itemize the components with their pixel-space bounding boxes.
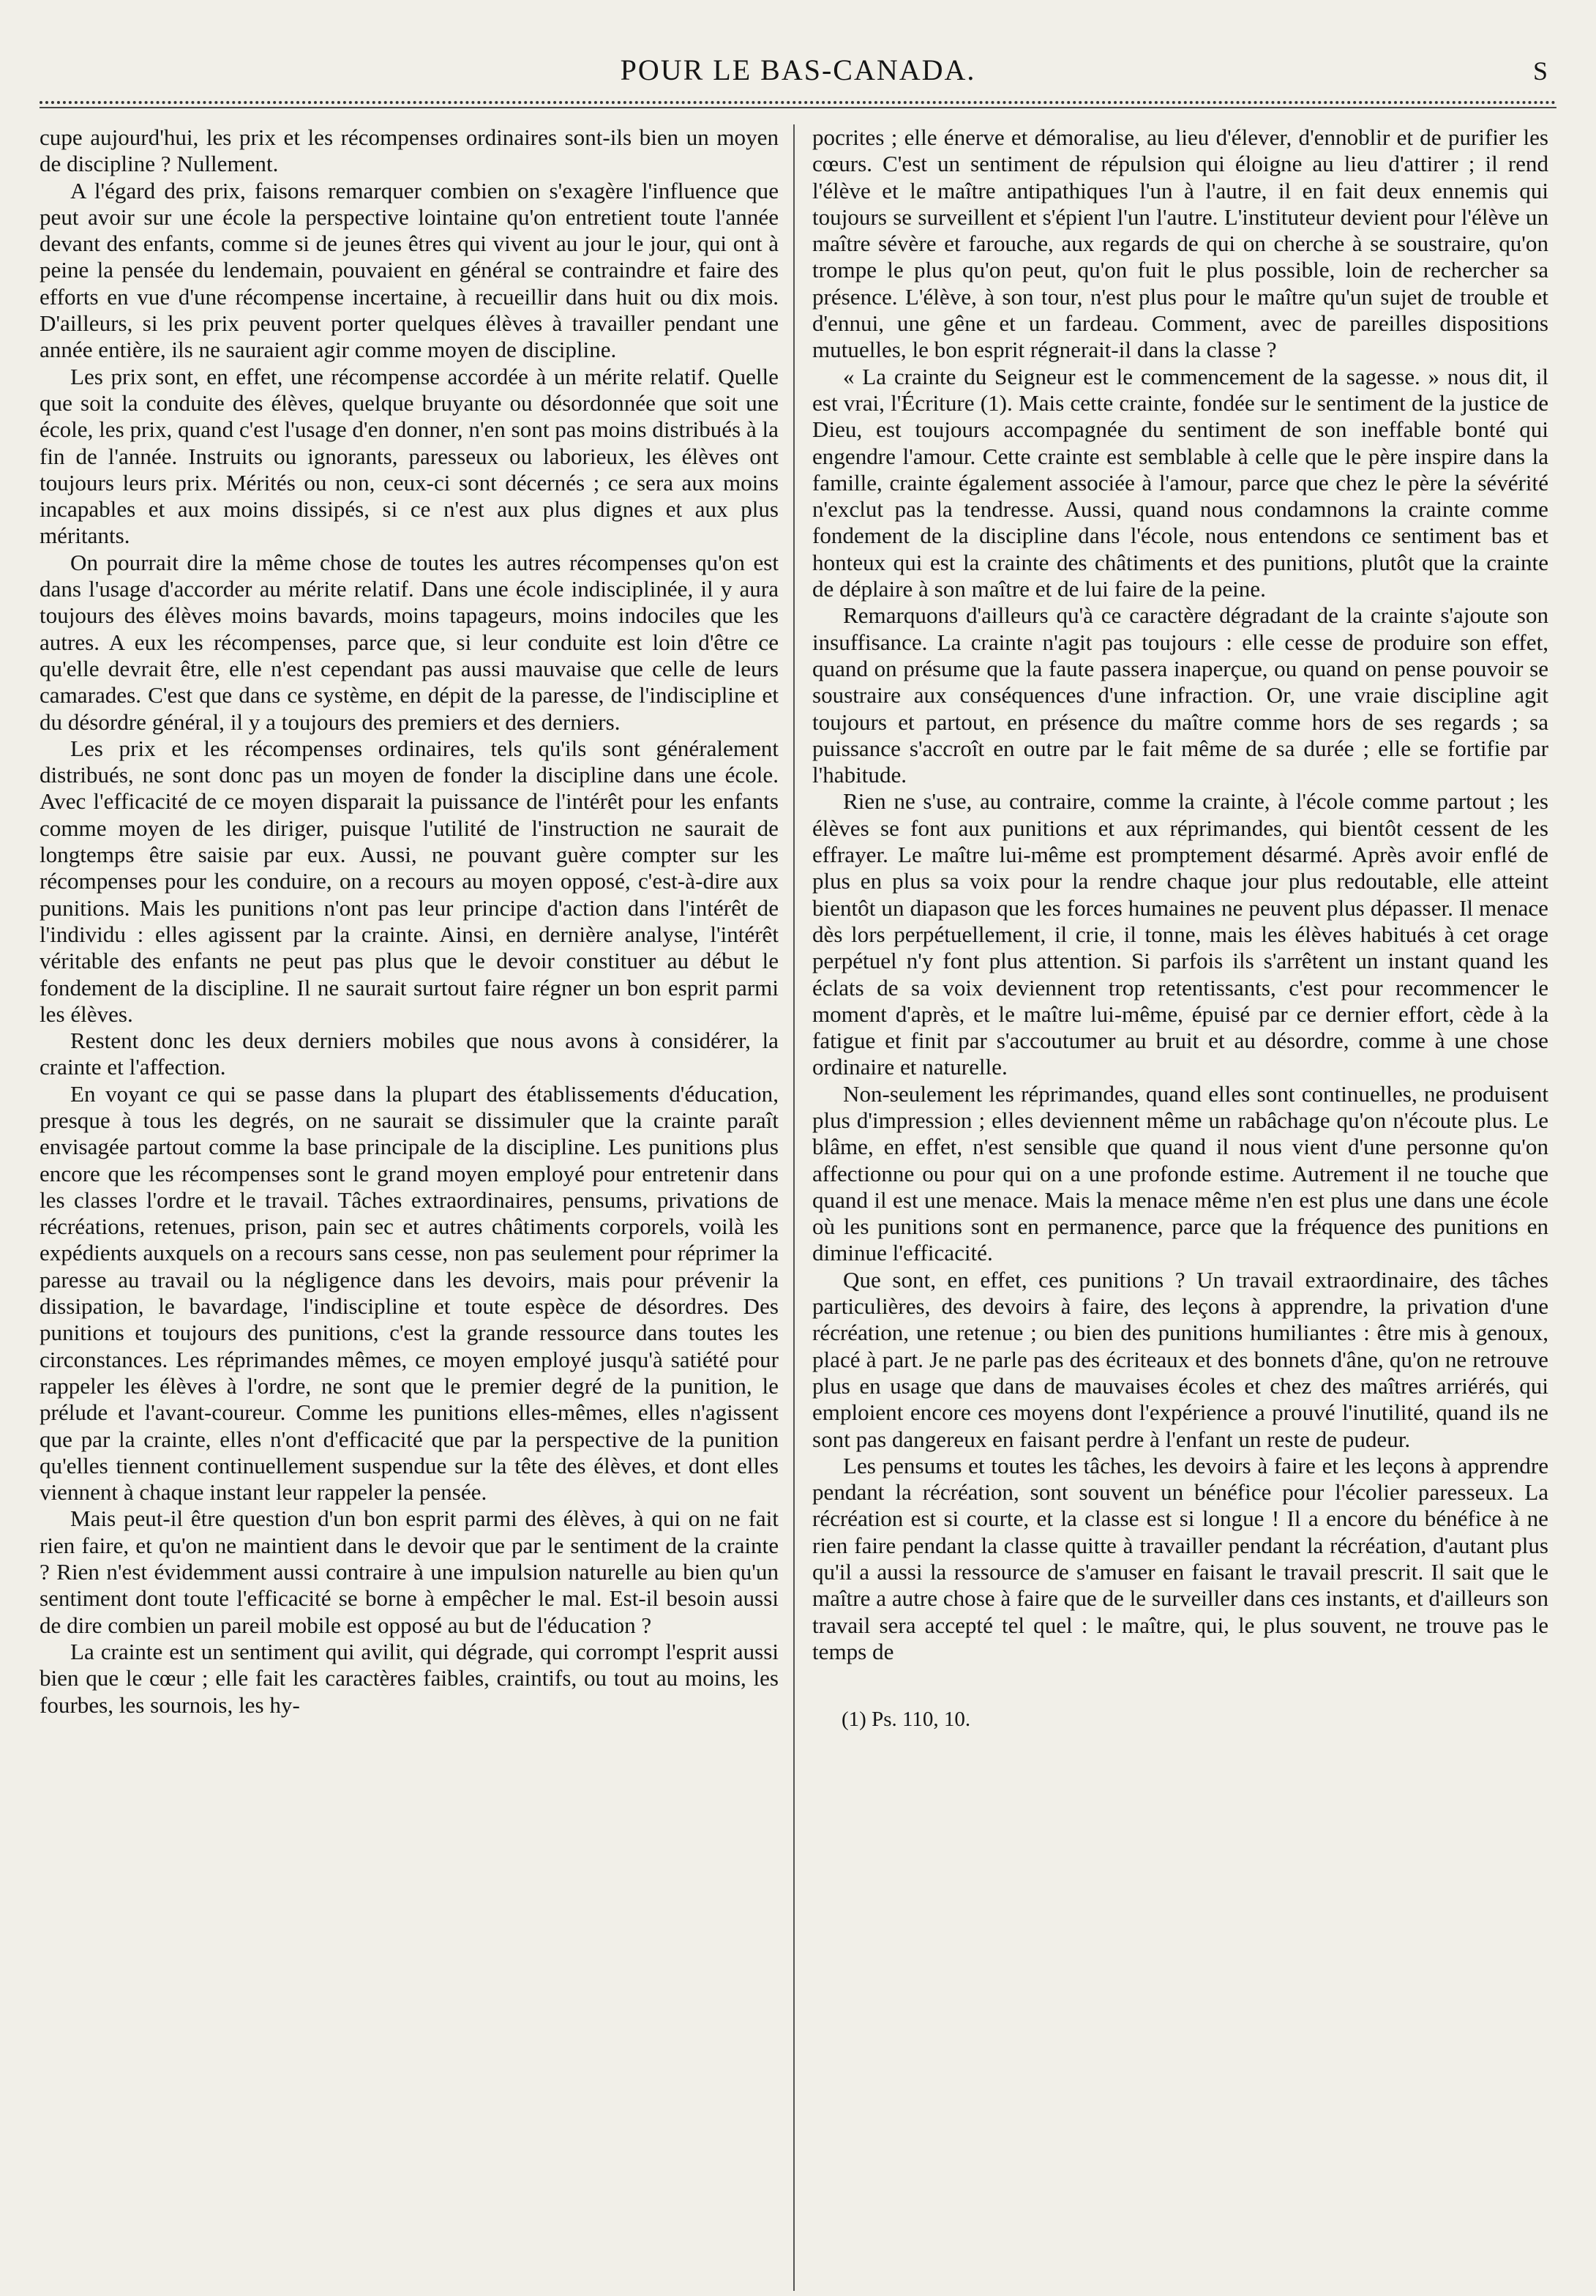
paragraph: Les pensums et toutes les tâches, les devoirs à faire et les leçons à apprendre pendant la récréation, sont souvent un bénéfice pour l'écolier paresseux. La récréation est si courte, et la classe est si longue ! Il a encore du bénéfice à ne rien faire pendant la classe quitte à travailler pendant la récréation, d'autant plus qu'il a aussi la ressource de s'amuser en faisant le travail prescrit. Il sait que le maître a autre chose à faire que de le surveiller dans ces instants, et d'ailleurs son travail sera accepté tel quel : le maître, qui, le plus souvent, ne trouve pas le temps de — [812, 1452, 1548, 1664]
header-rule-solid — [40, 107, 1556, 108]
paragraph: On pourrait dire la même chose de toutes les autres récompenses qu'on est dans l'usage d'accorder au mérite relatif. Dans une école indisciplinée, il y aura toujours des élèves moins bavards, moins tapageurs, moins indociles que les autres. A eux les récompenses, parce que, si leur conduite est loin d'être ce qu'elle devrait être, elle n'est cependant pas aussi mauvaise que celle de leurs camarades. C'est que dans ce système, en dépit de la paresse, de l'indiscipline et du désordre général, il y a toujours des premiers et des derniers. — [40, 549, 779, 735]
header-rule-dotted — [40, 101, 1556, 104]
paragraph: Rien ne s'use, au contraire, comme la crainte, à l'école comme partout ; les élèves se font aux punitions et aux réprimandes, qui bientôt cessent de les effrayer. Le maître lui-même est promptement désarmé. Après avoir enflé de plus en plus sa voix pour la rendre chaque jour plus redoutable, elle atteint bientôt un diapason que les forces humaines ne peuvent plus dépasser. Il menace dès lors perpétuellement, il crie, il tonne, mais les élèves habitués à cet orage perpétuel n'y font plus attention. Si parfois ils s'arrêtent un instant quand les éclats de sa voix deviennent trop retentissants, c'est pour recommencer le moment d'après, et le maître lui-même, épuisé par ce dernier effort, cède à la fatigue et finit par s'accoutumer au bruit et au désordre, comme à une chose ordinaire et naturelle. — [812, 788, 1548, 1080]
text-columns — [40, 124, 1556, 2291]
column-divider — [793, 124, 795, 2291]
paragraph: A l'égard des prix, faisons remarquer combien on s'exagère l'influence que peut avoir sur une école la perspective lointaine qu'on entretient toute l'année devant des enfants, comme si de jeunes êtres qui vivent au jour le jour, qui ont à peine la pensée du lendemain, pouvaient en général se contraindre et faire des efforts en vue d'une récompense incertaine, à recueillir dans huit ou dix mois. D'ailleurs, si les prix peuvent porter quelques élèves à travailler pendant une année entière, ils ne sauraient agir comme moyen de discipline. — [40, 177, 779, 363]
footnote: (1) Ps. 110, 10. — [842, 1708, 971, 1732]
paragraph: Les prix et les récompenses ordinaires, tels qu'ils sont généralement distribués, ne sont donc pas un moyen de fonder la discipline dans une école. Avec l'efficacité de ce moyen disparait la puissance de l'intérêt pour les enfants comme moyen de les diriger, puisque l'utilité de l'instruction ne saurait de longtemps être saisie par eux. Aussi, ne pouvant guère compter sur les récompenses pour les conduire, on a recours au moyen opposé, c'est-à-dire aux punitions. Mais les punitions n'ont pas leur principe d'action dans l'intérêt de l'individu : elles agissent par la crainte. Ainsi, en dernière analyse, l'intérêt véritable des enfants ne peut pas plus que le devoir constituer au début le fondement de la discipline. Il ne saurait surtout faire régner un bon esprit parmi les élèves. — [40, 735, 779, 1027]
page-number: S — [1532, 56, 1548, 86]
paragraph: « La crainte du Seigneur est le commencement de la sagesse. » nous dit, il est vrai, l'Écriture (1). Mais cette crainte, fondée sur le sentiment de la justice de Dieu, est toujours accompagnée du sentiment de son ineffable bonté qui engendre l'amour. Cette crainte est semblable à celle que le père inspire dans la famille, crainte également associée à l'amour, parce que chez le père la sévérité n'exclut pas la tendresse. Aussi, quand nous condamnons la crainte comme fondement de la discipline dans l'école, nous entendons ce sentiment bas et honteux qui est la crainte des châtiments et des punitions, plutôt que la crainte de déplaire à son maître et de lui faire de la peine. — [812, 363, 1548, 602]
paragraph: Restent donc les deux derniers mobiles que nous avons à considérer, la crainte et l'affection. — [40, 1028, 779, 1080]
paragraph: Non-seulement les réprimandes, quand elles sont continuelles, ne produisent plus d'impression ; elles deviennent même un rabâchage qu'on n'écoute plus. Le blâme, en effet, n'est sensible que quand il nous vient d'une personne qu'on affectionne ou pour qui on a une profonde estime. Autrement il ne touche que quand il est une menace. Mais la menace même n'en est plus une dans une école où les punitions sont en permanence, parce que la fréquence des punitions en diminue l'efficacité. — [812, 1080, 1548, 1266]
right-column — [802, 124, 1548, 2291]
paragraph: Les prix sont, en effet, une récompense accordée à un mérite relatif. Quelle que soit la conduite des élèves, quelque bruyante ou désordonnée que soit une école, les prix, quand c'est l'usage d'en donner, n'en sont pas moins distribués à la fin de l'année. Instruits ou ignorants, paresseux ou laborieux, les élèves ont toujours leurs prix. Mérités ou non, ceux-ci sont décernés ; ce sera aux moins incapables et aux moins dissipés, si ce n'est aux plus dignes et aux plus méritants. — [40, 363, 779, 549]
paragraph: Remarquons d'ailleurs qu'à ce caractère dégradant de la crainte s'ajoute son insuffisance. La crainte n'agit pas toujours : elle cesse de produire son effet, quand on présume que la faute passera inaperçue, ou quand on pense pouvoir se soustraire aux conséquences d'une infraction. Or, une vraie discipline agit toujours et partout, en présence du maître comme hors de ses regards ; sa puissance s'accroît en outre par le fait même de sa durée ; elle se fortifie par l'habitude. — [812, 602, 1548, 788]
paragraph: Mais peut-il être question d'un bon esprit parmi des élèves, à qui on ne fait rien faire, et qu'on ne maintient dans le devoir que par le sentiment de la crainte ? Rien n'est évidemment aussi contraire à une impulsion naturelle au bien qu'un sentiment dont toute l'efficacité se borne à empêcher le mal. Est-il besoin aussi de dire combien un pareil mobile est opposé au but de l'éducation ? — [40, 1506, 779, 1638]
paragraph: pocrites ; elle énerve et démoralise, au lieu d'élever, d'ennoblir et de purifier les cœurs. C'est un sentiment de répulsion qui éloigne au lieu d'attirer ; il rend l'élève et le maître antipathiques l'un à l'autre, il en fait deux ennemis qui toujours se surveillent et s'épient l'un l'autre. L'instituteur devient pour l'élève un maître sévère et farouche, aux regards de qui on cherche à se soustraire, qu'on trompe le plus qu'on peut, qu'on fuit le plus possible, loin de rechercher sa présence. L'élève, à son tour, n'est plus pour le maître qu'un sujet de trouble et d'ennui, une gêne et un fardeau. Comment, avec de pareilles dispositions mutuelles, le bon esprit régnerait-il dans la classe ? — [812, 124, 1548, 363]
paragraph: En voyant ce qui se passe dans la plupart des établissements d'éducation, presque à tous les degrés, on ne saurait se dissimuler que la crainte paraît envisagée partout comme la base principale de la discipline. Les punitions plus encore que les récompenses sont le grand moyen employé pour entretenir dans les classes l'ordre et le travail. Tâches extraordinaires, pensums, privations de récréations, retenues, prison, pain sec et autres châtiments corporels, voilà les expédients auxquels on a recours sans cesse, non pas seulement pour réprimer la paresse au travail ou la négligence dans les devoirs, mais pour prévenir la dissipation, le bavardage, l'indiscipline et toute espèce de désordres. Des punitions et toujours des punitions, c'est la grande ressource dans toutes les circonstances. Les réprimandes mêmes, ce moyen employé jusqu'à satiété pour rappeler les élèves à l'ordre, ne sont que le premier degré de la punition, le prélude et l'avant-coureur. Comme les punitions elles-mêmes, elles n'agissent que par la crainte, elles n'ont d'efficacité que par la perspective de la punition qu'elles tiennent continuellement suspendue sur la tête des élèves, et dont elles viennent à chaque instant leur rappeler la pensée. — [40, 1080, 779, 1506]
running-head — [40, 44, 1556, 95]
page-title: POUR LE BAS-CANADA. — [620, 53, 976, 86]
paragraph: Que sont, en effet, ces punitions ? Un travail extraordinaire, des tâches particulières, des devoirs à faire, des leçons à apprendre, la privation d'une récréation, une retenue ; ou bien des punitions humiliantes : être mis à genoux, placé à part. Je ne parle pas des écriteaux et des bonnets d'âne, qu'on ne retrouve plus en usage que dans de mauvaises écoles et chez des maîtres arriérés, qui emploient encore ces moyens dont l'expérience a prouvé l'inutilité, quand ils ne sont pas dangereux en faisant perdre à l'enfant un reste de pudeur. — [812, 1266, 1548, 1452]
left-column — [40, 124, 786, 2291]
paragraph: cupe aujourd'hui, les prix et les récompenses ordinaires sont-ils bien un moyen de discipline ? Nullement. — [40, 124, 779, 177]
paragraph: La crainte est un sentiment qui avilit, qui dégrade, qui corrompt l'esprit aussi bien que le cœur ; elle fait les caractères faibles, craintifs, ou tout au moins, les fourbes, les sournois, les hy- — [40, 1638, 779, 1718]
